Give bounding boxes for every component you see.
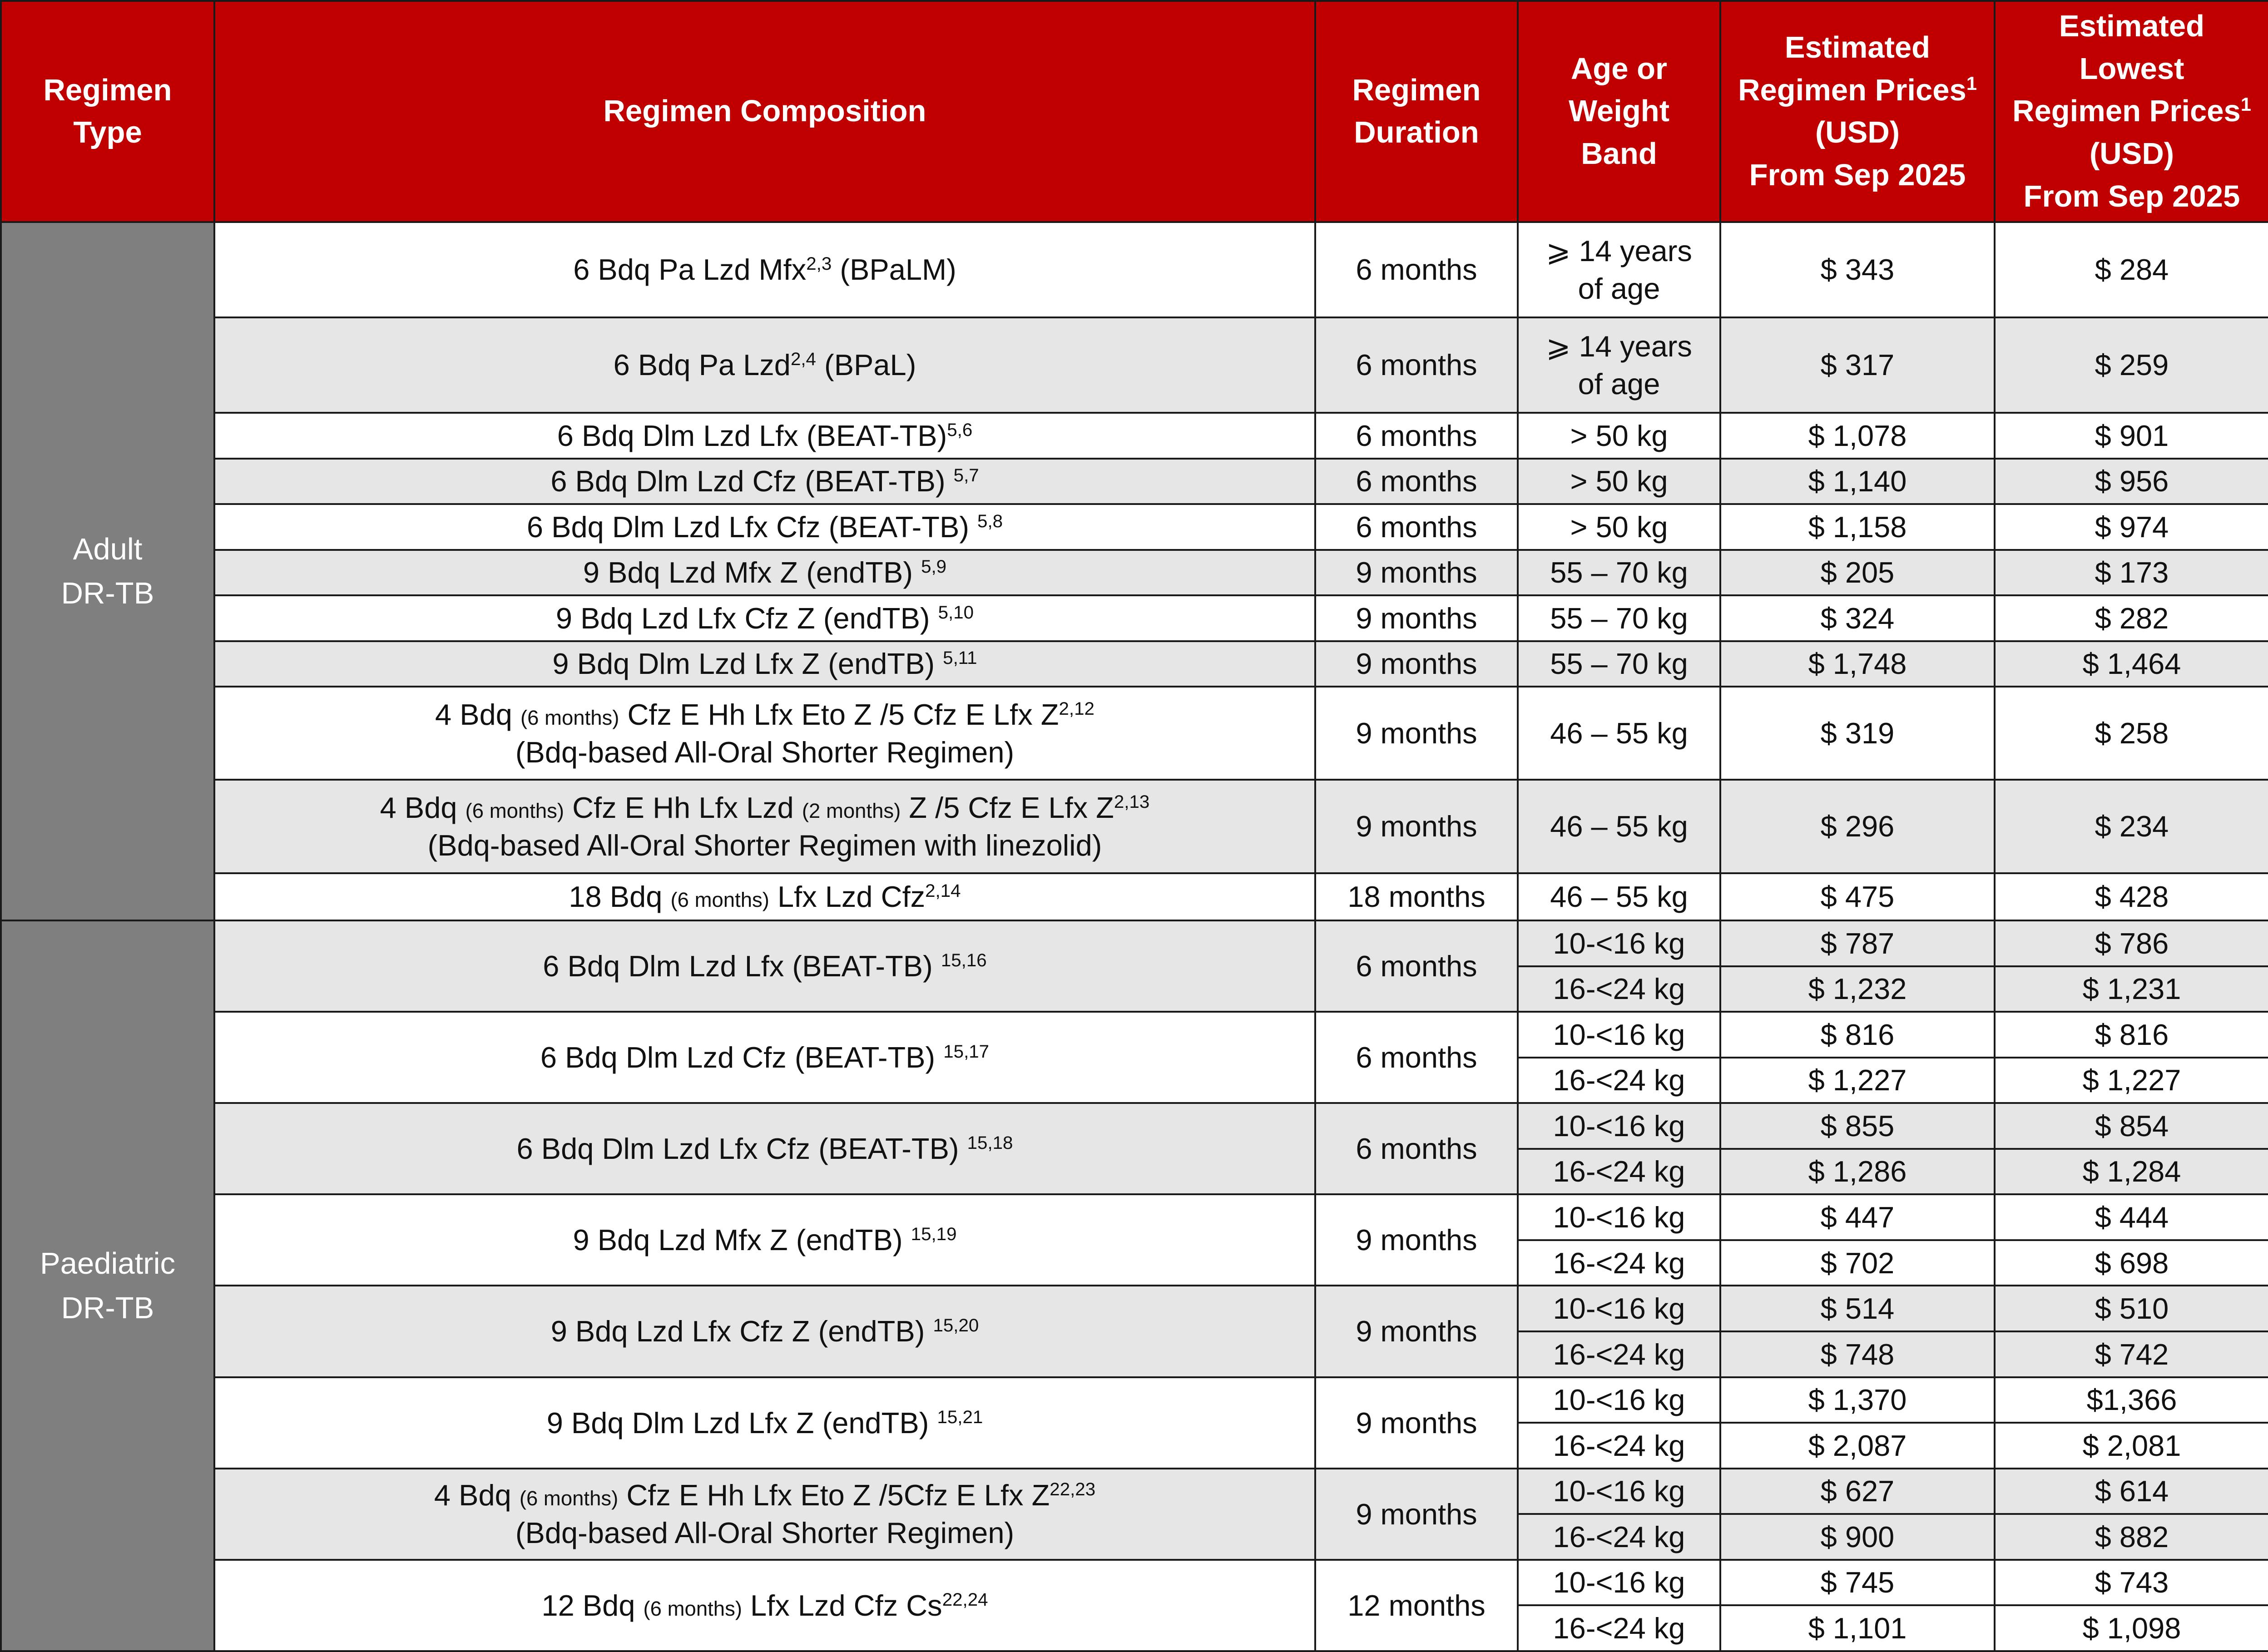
regimen-duration: 6 months [1315, 920, 1518, 1012]
age-weight-band: 16-<24 kg [1518, 1514, 1720, 1560]
regimen-composition: 18 Bdq (6 months) Lfx Lzd Cfz$^{2,14}$ [214, 873, 1315, 921]
lowest-price: $ 743 [1995, 1560, 2268, 1606]
regimen-composition: 9 Bdq Lzd Mfx Z (endTB) $^{15,19}$ [214, 1194, 1315, 1286]
regimen-composition: 9 Bdq Lzd Mfx Z (endTB) $^{5,9}$ [214, 550, 1315, 596]
table-row [1, 222, 2268, 317]
header-age-weight-band: Age or Weight Band [1518, 1, 1720, 222]
age-weight-band: ⩾ 14 years of age [1518, 317, 1720, 413]
estimated-price: $ 514 [1720, 1286, 1995, 1331]
lowest-price: $ 786 [1995, 920, 2268, 966]
estimated-price: $ 1,078 [1720, 413, 1995, 459]
regimen-composition: 6 Bdq Dlm Lzd Cfz (BEAT-TB) $^{5,7}$ [214, 459, 1315, 505]
age-weight-band: 55 – 70 kg [1518, 595, 1720, 641]
regimen-duration: 9 months [1315, 595, 1518, 641]
estimated-price: $ 324 [1720, 595, 1995, 641]
estimated-price: $ 1,101 [1720, 1605, 1995, 1651]
estimated-price: $ 319 [1720, 687, 1995, 780]
estimated-price: $ 1,158 [1720, 504, 1995, 550]
lowest-price: $ 901 [1995, 413, 2268, 459]
regimen-composition: 12 Bdq (6 months) Lfx Lzd Cfz Cs$^{22,24}$ [214, 1560, 1315, 1651]
header-estimated-prices: Estimated Regimen Prices$^1$ (USD) From Sep 2025 [1720, 1, 1995, 222]
table-row [1, 317, 2268, 413]
age-weight-band: 10-<16 kg [1518, 920, 1720, 966]
estimated-price: $ 2,087 [1720, 1423, 1995, 1469]
regimen-duration: 18 months [1315, 873, 1518, 921]
age-weight-band: 46 – 55 kg [1518, 780, 1720, 873]
regimen-type-paediatric: Paediatric DR-TB [1, 920, 214, 1651]
header-row [1, 1, 2268, 222]
table-row [1, 1103, 2268, 1149]
table-row [1, 780, 2268, 873]
lowest-price: $ 2,081 [1995, 1423, 2268, 1469]
estimated-price: $ 1,227 [1720, 1058, 1995, 1103]
regimen-duration: 6 months [1315, 1103, 1518, 1194]
regimen-duration: 9 months [1315, 687, 1518, 780]
lowest-price: $ 742 [1995, 1331, 2268, 1377]
estimated-price: $ 296 [1720, 780, 1995, 873]
lowest-price: $ 1,464 [1995, 641, 2268, 687]
lowest-price: $ 1,098 [1995, 1605, 2268, 1651]
lowest-price: $ 173 [1995, 550, 2268, 596]
estimated-price: $ 816 [1720, 1012, 1995, 1058]
header-regimen-type: Regimen Type [1, 1, 214, 222]
header-regimen-duration: Regimen Duration [1315, 1, 1518, 222]
age-weight-band: 16-<24 kg [1518, 1331, 1720, 1377]
lowest-price: $ 1,227 [1995, 1058, 2268, 1103]
age-weight-band: 55 – 70 kg [1518, 550, 1720, 596]
lowest-price: $ 614 [1995, 1469, 2268, 1514]
estimated-price: $ 1,140 [1720, 459, 1995, 505]
regimen-composition: 4 Bdq (6 months) Cfz E Hh Lfx Lzd (2 months) Z /5 Cfz E Lfx Z$^{2,13}$ (Bdq-based All-Oral Shorter Regimen with linezolid) [214, 780, 1315, 873]
estimated-price: $ 900 [1720, 1514, 1995, 1560]
age-weight-band: 16-<24 kg [1518, 966, 1720, 1012]
regimen-duration: 9 months [1315, 550, 1518, 596]
age-weight-band: 46 – 55 kg [1518, 687, 1720, 780]
lowest-price: $ 510 [1995, 1286, 2268, 1331]
estimated-price: $ 855 [1720, 1103, 1995, 1149]
regimen-duration: 9 months [1315, 1469, 1518, 1560]
regimen-duration: 9 months [1315, 641, 1518, 687]
estimated-price: $ 1,232 [1720, 966, 1995, 1012]
lowest-price: $ 284 [1995, 222, 2268, 317]
table-row [1, 413, 2268, 459]
age-weight-band: > 50 kg [1518, 459, 1720, 505]
lowest-price: $ 1,284 [1995, 1149, 2268, 1195]
regimen-duration: 6 months [1315, 459, 1518, 505]
estimated-price: $ 1,286 [1720, 1149, 1995, 1195]
estimated-price: $ 475 [1720, 873, 1995, 921]
age-weight-band: > 50 kg [1518, 413, 1720, 459]
lowest-price: $ 444 [1995, 1194, 2268, 1240]
estimated-price: $ 343 [1720, 222, 1995, 317]
regimen-composition: 9 Bdq Lzd Lfx Cfz Z (endTB) $^{15,20}$ [214, 1286, 1315, 1377]
table-row [1, 1286, 2268, 1331]
estimated-price: $ 1,748 [1720, 641, 1995, 687]
estimated-price: $ 317 [1720, 317, 1995, 413]
lowest-price: $ 258 [1995, 687, 2268, 780]
table-row [1, 920, 2268, 966]
age-weight-band: 16-<24 kg [1518, 1240, 1720, 1286]
regimen-duration: 6 months [1315, 222, 1518, 317]
lowest-price: $ 1,231 [1995, 966, 2268, 1012]
table-row [1, 687, 2268, 780]
regimen-duration: 12 months [1315, 1560, 1518, 1651]
age-weight-band: 10-<16 kg [1518, 1469, 1720, 1514]
regimen-type-adult: Adult DR-TB [1, 222, 214, 920]
table-row [1, 873, 2268, 921]
lowest-price: $ 816 [1995, 1012, 2268, 1058]
regimen-duration: 6 months [1315, 413, 1518, 459]
estimated-price: $ 447 [1720, 1194, 1995, 1240]
table-row [1, 1560, 2268, 1606]
lowest-price: $ 882 [1995, 1514, 2268, 1560]
regimen-composition: 4 Bdq (6 months) Cfz E Hh Lfx Eto Z /5 Cfz E Lfx Z$^{2,12}$ (Bdq-based All-Oral Shorter Regimen) [214, 687, 1315, 780]
header-regimen-composition: Regimen Composition [214, 1, 1315, 222]
age-weight-band: 16-<24 kg [1518, 1423, 1720, 1469]
age-weight-band: 10-<16 kg [1518, 1286, 1720, 1331]
regimen-composition: 6 Bdq Pa Lzd$^{2,4}$ (BPaL) [214, 317, 1315, 413]
regimen-composition: 6 Bdq Dlm Lzd Lfx (BEAT-TB) $^{15,16}$ [214, 920, 1315, 1012]
age-weight-band: 10-<16 kg [1518, 1377, 1720, 1423]
age-weight-band: 55 – 70 kg [1518, 641, 1720, 687]
regimen-composition: 4 Bdq (6 months) Cfz E Hh Lfx Eto Z /5Cfz E Lfx Z$^{22,23}$ (Bdq-based All-Oral Shorter Regimen) [214, 1469, 1315, 1560]
age-weight-band: 10-<16 kg [1518, 1103, 1720, 1149]
regimen-composition: 9 Bdq Dlm Lzd Lfx Z (endTB) $^{15,21}$ [214, 1377, 1315, 1469]
lowest-price: $1,366 [1995, 1377, 2268, 1423]
regimen-composition: 6 Bdq Dlm Lzd Lfx Cfz (BEAT-TB) $^{5,8}$ [214, 504, 1315, 550]
regimen-duration: 6 months [1315, 504, 1518, 550]
regimen-duration: 9 months [1315, 1377, 1518, 1469]
table-row [1, 595, 2268, 641]
regimen-duration: 6 months [1315, 1012, 1518, 1103]
regimen-duration: 9 months [1315, 1194, 1518, 1286]
age-weight-band: 10-<16 kg [1518, 1560, 1720, 1606]
table-row [1, 459, 2268, 505]
lowest-price: $ 259 [1995, 317, 2268, 413]
age-weight-band: ⩾ 14 years of age [1518, 222, 1720, 317]
regimen-composition: 9 Bdq Dlm Lzd Lfx Z (endTB) $^{5,11}$ [214, 641, 1315, 687]
table-row [1, 550, 2268, 596]
lowest-price: $ 282 [1995, 595, 2268, 641]
lowest-price: $ 428 [1995, 873, 2268, 921]
lowest-price: $ 234 [1995, 780, 2268, 873]
age-weight-band: 16-<24 kg [1518, 1605, 1720, 1651]
age-weight-band: 16-<24 kg [1518, 1058, 1720, 1103]
estimated-price: $ 205 [1720, 550, 1995, 596]
table-row [1, 504, 2268, 550]
table-row [1, 1012, 2268, 1058]
regimen-duration: 9 months [1315, 1286, 1518, 1377]
regimen-composition: 6 Bdq Dlm Lzd Cfz (BEAT-TB) $^{15,17}$ [214, 1012, 1315, 1103]
age-weight-band: 10-<16 kg [1518, 1012, 1720, 1058]
regimen-duration: 6 months [1315, 317, 1518, 413]
regimen-duration: 9 months [1315, 780, 1518, 873]
regimen-composition: 6 Bdq Dlm Lzd Lfx (BEAT-TB)$^{5,6}$ [214, 413, 1315, 459]
table-row [1, 641, 2268, 687]
estimated-price: $ 702 [1720, 1240, 1995, 1286]
lowest-price: $ 956 [1995, 459, 2268, 505]
lowest-price: $ 854 [1995, 1103, 2268, 1149]
age-weight-band: 16-<24 kg [1518, 1149, 1720, 1195]
regimen-composition: 9 Bdq Lzd Lfx Cfz Z (endTB) $^{5,10}$ [214, 595, 1315, 641]
lowest-price: $ 974 [1995, 504, 2268, 550]
age-weight-band: 10-<16 kg [1518, 1194, 1720, 1240]
estimated-price: $ 627 [1720, 1469, 1995, 1514]
regimen-composition: 6 Bdq Pa Lzd Mfx$^{2,3}$ (BPaLM) [214, 222, 1315, 317]
lowest-price: $ 698 [1995, 1240, 2268, 1286]
estimated-price: $ 787 [1720, 920, 1995, 966]
table-row [1, 1194, 2268, 1240]
estimated-price: $ 1,370 [1720, 1377, 1995, 1423]
estimated-price: $ 748 [1720, 1331, 1995, 1377]
regimen-composition: 6 Bdq Dlm Lzd Lfx Cfz (BEAT-TB) $^{15,18}$ [214, 1103, 1315, 1194]
estimated-price: $ 745 [1720, 1560, 1995, 1606]
table-row [1, 1377, 2268, 1423]
age-weight-band: 46 – 55 kg [1518, 873, 1720, 921]
age-weight-band: > 50 kg [1518, 504, 1720, 550]
table-row [1, 1469, 2268, 1514]
header-lowest-prices: Estimated Lowest Regimen Prices$^1$ (USD) From Sep 2025 [1995, 1, 2268, 222]
